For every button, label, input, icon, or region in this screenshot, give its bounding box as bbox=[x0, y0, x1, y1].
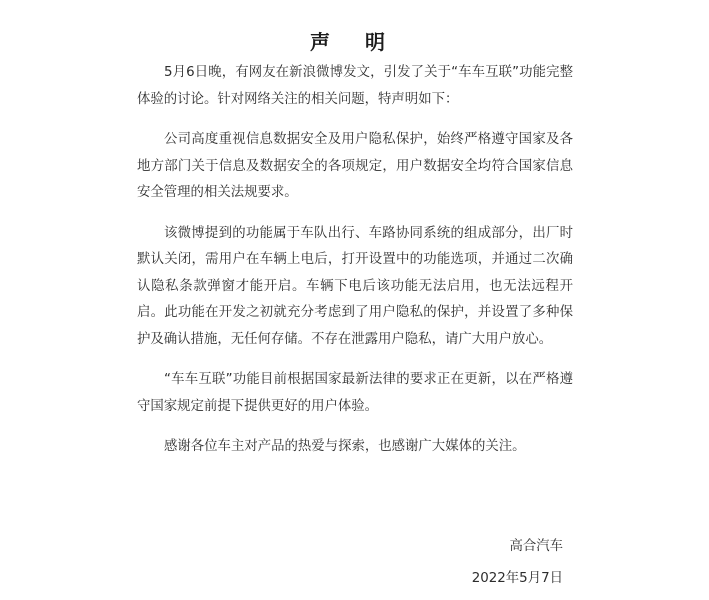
paragraph-intro: 5月6日晚，有网友在新浪微博发文，引发了关于“车车互联”功能完整体验的讨论。针对网络关注的相关问题，特声明如下： bbox=[137, 65, 573, 107]
paragraph-data-security: 公司高度重视信息数据安全及用户隐私保护，始终严格遵守国家及各地方部门关于信息及数据安全的各项规定，用户数据安全均符合国家信息安全管理的相关法规要求。 bbox=[137, 132, 573, 200]
signature: 高合汽车 bbox=[509, 539, 563, 554]
statement-body bbox=[137, 60, 573, 475]
paragraph-update-notice: “车车互联”功能目前根据国家最新法律的要求正在更新，以在严格遵守国家规定前提下提供更好的用户体验。 bbox=[137, 372, 573, 414]
statement-date: 2022年5月7日 bbox=[471, 571, 563, 586]
statement-title: 声 明 bbox=[310, 30, 399, 54]
paragraph-thanks: 感谢各位车主对产品的热爱与探索，也感谢广大媒体的关注。 bbox=[164, 439, 526, 454]
paragraph-feature-explanation: 该微博提到的功能属于车队出行、车路协同系统的组成部分，出厂时默认关闭，需用户在车辆上电后，打开设置中的功能选项，并通过二次确认隐私条款弹窗才能开启。车辆下电后该功能无法启用，也无法远程开启。此功能在开发之初就充分考虑到了用户隐私的保护，并设置了多种保护及确认措施，无任何存储。不存在泄露用户隐私，请广大用户放心。 bbox=[137, 225, 573, 347]
